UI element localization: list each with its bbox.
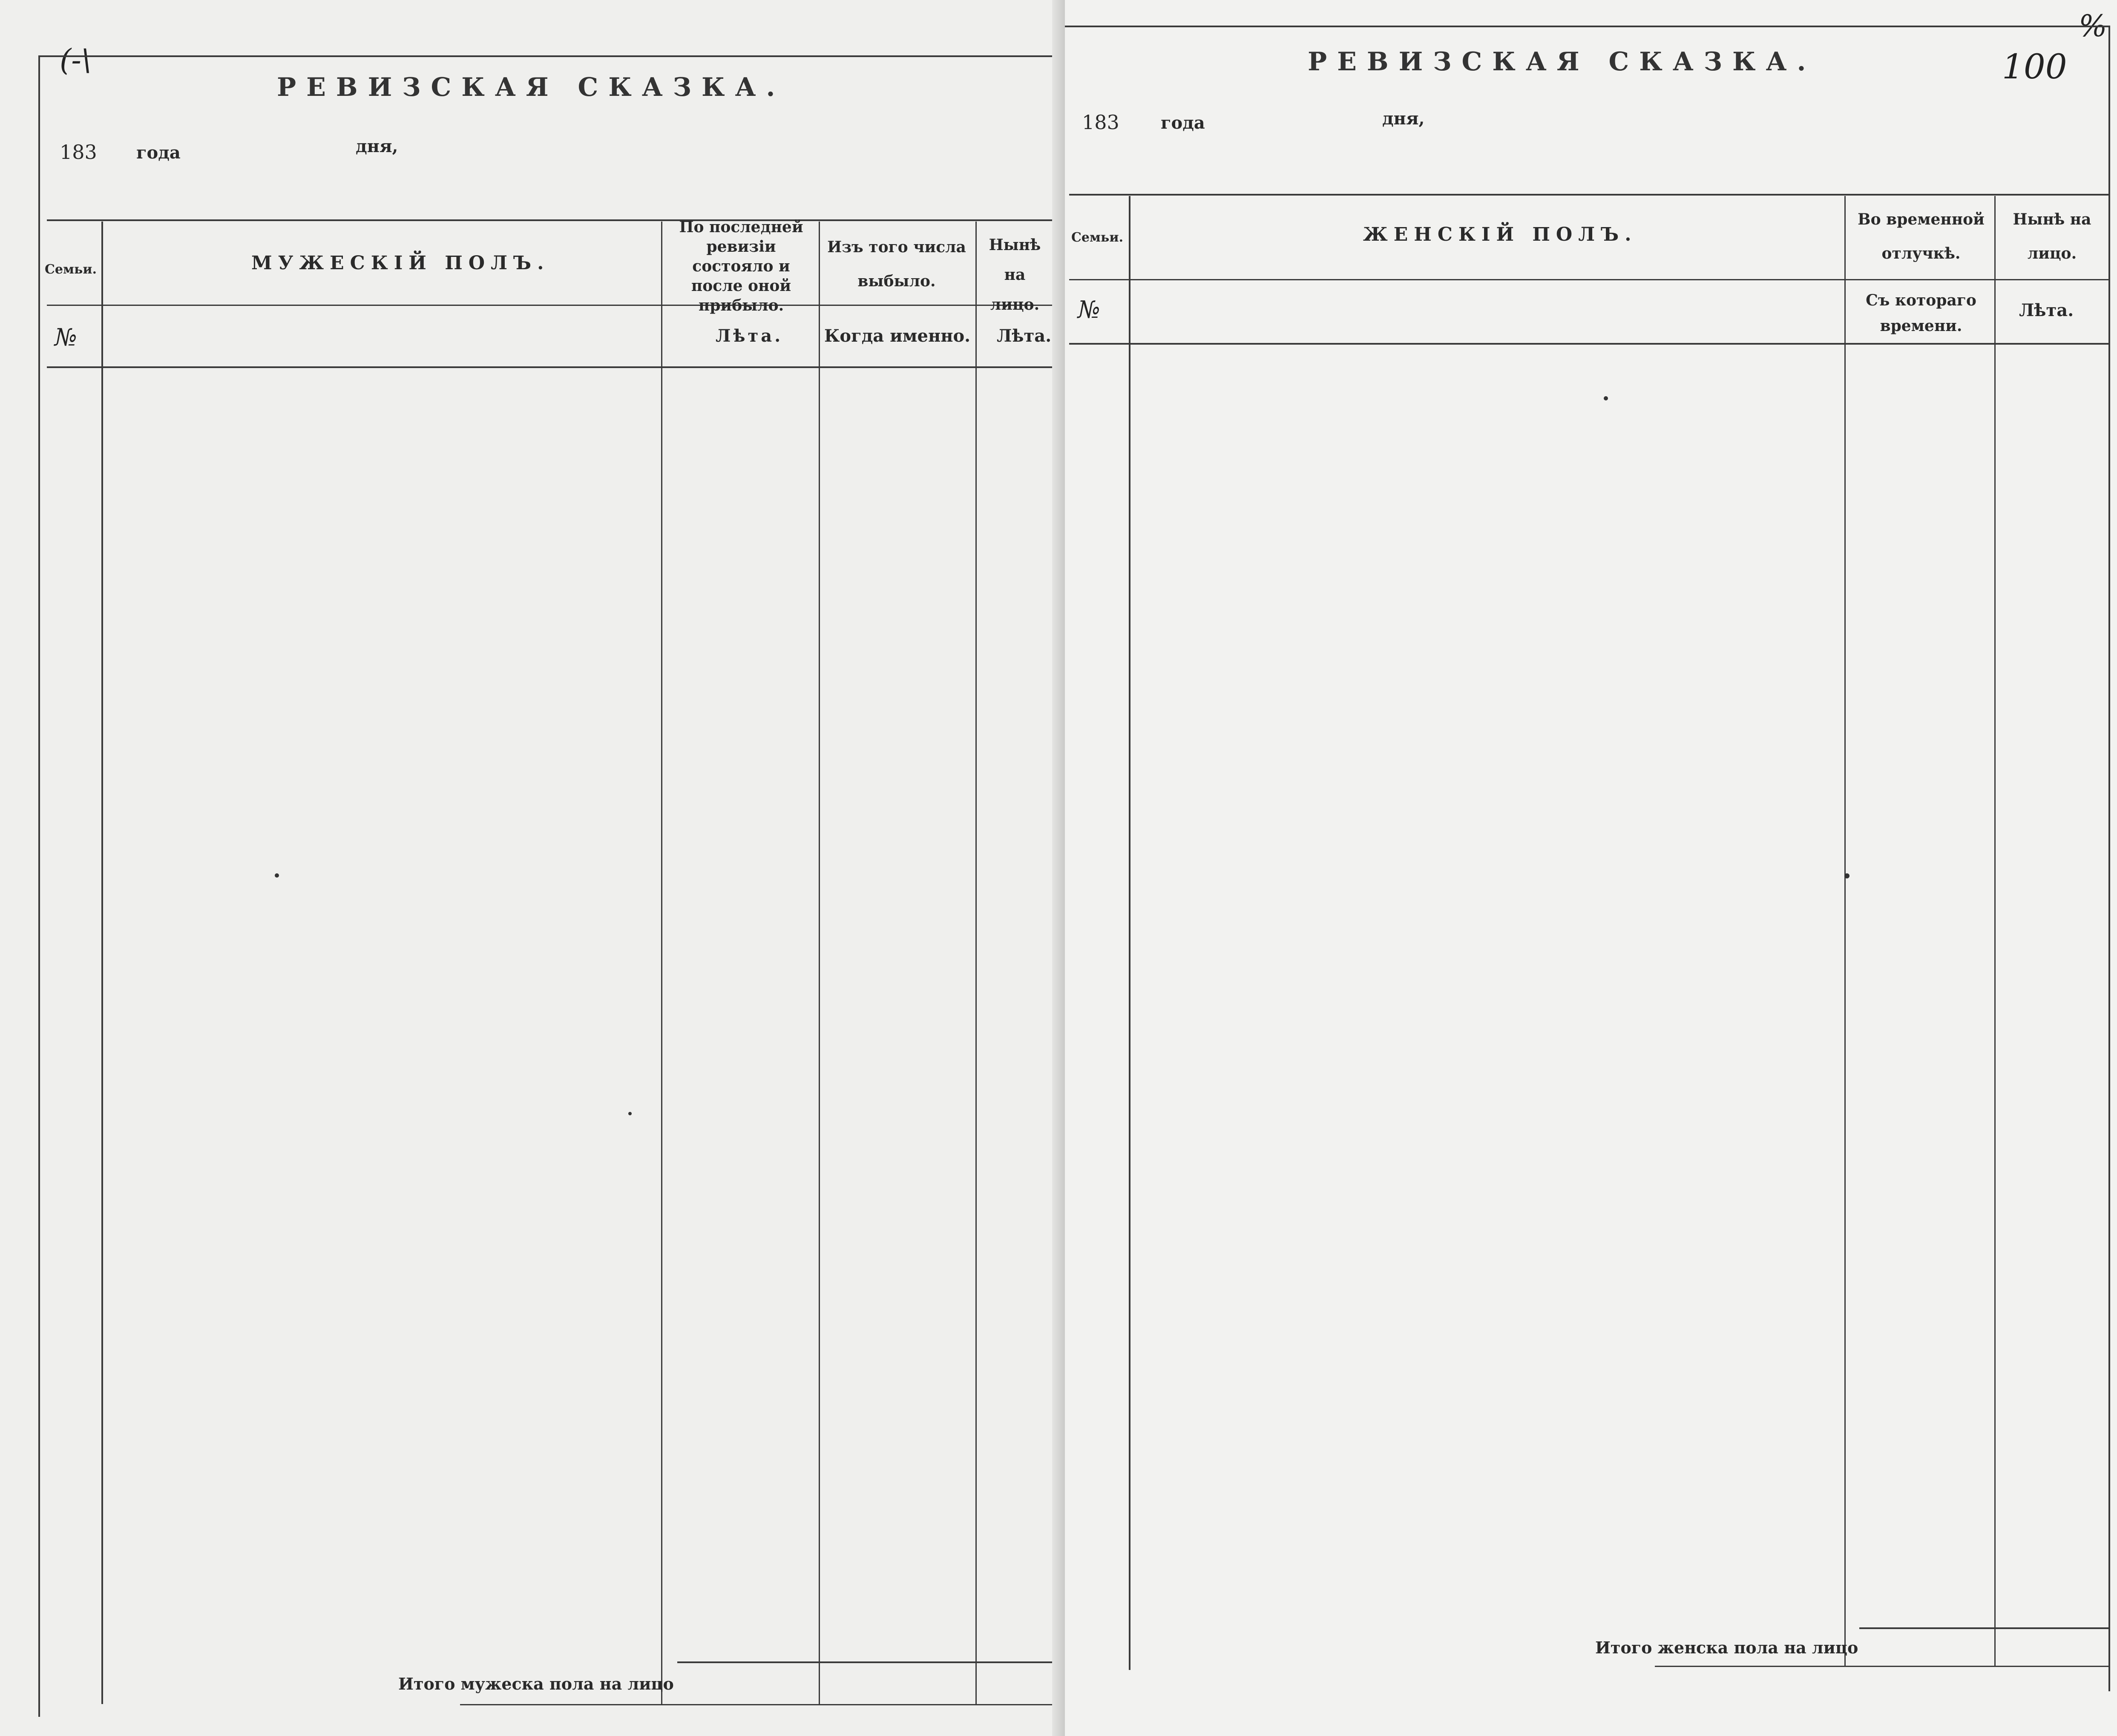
left-col-present-divider xyxy=(975,222,977,1704)
left-footer-underline xyxy=(460,1704,1056,1705)
right-header-present: Нынѣ на лицо. xyxy=(2013,210,2091,262)
right-header-family: Семьи. xyxy=(1071,230,1124,245)
left-col-family-divider xyxy=(101,222,103,1704)
left-footer-total: Итого мужеска пола на лицо xyxy=(398,1674,674,1693)
right-header-sex: ЖЕНСКIЙ ПОЛЪ. xyxy=(1363,224,1637,245)
right-page-title: РЕВИЗСКАЯ СКАЗКА. xyxy=(1308,47,1816,77)
right-table-top xyxy=(1069,194,2108,196)
left-top-border xyxy=(38,55,1056,57)
left-header-departed: Изъ того числа выбыло. xyxy=(827,238,966,290)
right-sub-years: Лѣта. xyxy=(2019,300,2074,320)
right-subheader-divider xyxy=(1069,343,2108,345)
right-top-border xyxy=(1065,26,2108,27)
left-sub-number: № xyxy=(55,324,77,351)
right-col-sex-divider xyxy=(1844,196,1846,1666)
right-header-divider xyxy=(1069,279,2108,280)
right-footer-underline xyxy=(1655,1666,2108,1667)
right-corner-mark: % xyxy=(2079,9,2107,43)
left-footer-line xyxy=(677,1661,1056,1663)
right-footer-line xyxy=(1859,1627,2108,1629)
right-col-present-divider xyxy=(1994,196,1996,1666)
left-sub-when: Когда именно. xyxy=(824,326,971,346)
page-number: 100 xyxy=(2002,47,2067,86)
right-footer-total: Итого женска пола на лицо xyxy=(1595,1638,1858,1657)
left-header-family: Семьи. xyxy=(45,262,97,277)
left-sub-years2: Лѣта. xyxy=(997,326,1052,346)
left-subheader-divider xyxy=(47,366,1056,368)
right-page xyxy=(1065,0,2117,1736)
left-outer-border xyxy=(38,55,40,1717)
right-sub-since: Съ котораго времени. xyxy=(1866,291,1976,335)
left-year-word: года xyxy=(136,143,181,163)
right-year-prefix: 183 xyxy=(1082,111,1119,134)
right-year-word: года xyxy=(1161,113,1205,133)
left-col-sex-divider xyxy=(661,222,662,1704)
right-day-word: дня, xyxy=(1382,109,1425,129)
left-col-departed-divider xyxy=(819,222,820,1704)
left-header-sex: МУЖЕСКIЙ ПОЛЪ. xyxy=(251,252,550,274)
right-outer-border xyxy=(2108,26,2110,1691)
left-header-last-revision: По последней ревизiи состояло и после оной прибыло. xyxy=(679,218,803,314)
left-page-title: РЕВИЗСКАЯ СКАЗКА. xyxy=(277,72,785,102)
right-sub-number: № xyxy=(1078,296,1100,324)
left-header-present: Нынѣ на лицо. xyxy=(989,236,1041,314)
left-year-prefix: 183 xyxy=(60,141,97,164)
left-day-word: дня, xyxy=(356,136,398,156)
left-table-top xyxy=(47,219,1056,221)
corner-mark: (-\ xyxy=(60,43,92,78)
right-col-family-divider xyxy=(1129,196,1130,1670)
right-header-temporary-absence: Во временной отлучкѣ. xyxy=(1858,210,1985,262)
left-header-divider xyxy=(47,305,1056,306)
left-sub-years1: Лѣта. xyxy=(716,326,783,346)
